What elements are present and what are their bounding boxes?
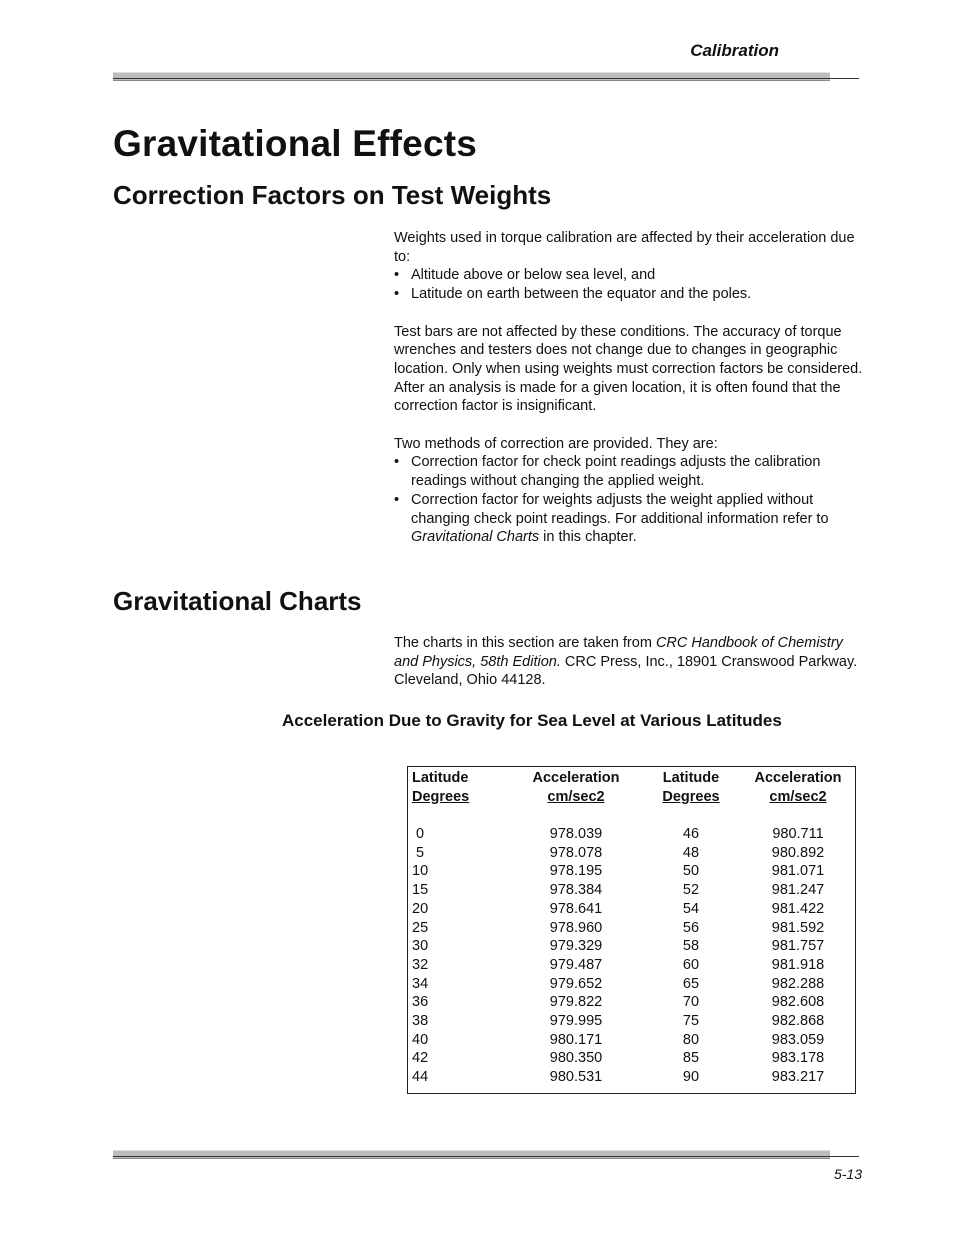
page-number: 5-13 (833, 1166, 862, 1182)
table-cell: 978.039 (549, 826, 603, 843)
table-cell: 981.247 (771, 882, 825, 899)
bullet-icon: • (394, 286, 400, 303)
table-cell: 38 (412, 1012, 429, 1029)
table-cell: 978.078 (549, 844, 603, 861)
list-item: • Latitude on earth between the equator and the poles. (394, 286, 752, 303)
table-cell: 34 (412, 975, 429, 992)
table-cell: 70 (682, 994, 700, 1011)
table-cell: 983.178 (771, 1050, 825, 1067)
test-bars-paragraph: Test bars are not affected by these conditions. The accuracy of torque wrenches and testers does not change due to changes in geographic location. Only when using weights must correction factors be considered. After an analysis is made for a given location, it is often found that the correction factor is insignificant. (394, 323, 863, 415)
table-cell: 85 (682, 1050, 700, 1067)
table-cell: 75 (682, 1012, 700, 1029)
column-header-unit: Degrees (662, 788, 720, 805)
column-header: Latitude (412, 770, 469, 786)
table-cell: 56 (682, 919, 700, 936)
table-cell: 5 (412, 844, 425, 861)
table-cell: 979.652 (549, 975, 603, 992)
cross-reference: Gravitational Charts (411, 529, 540, 546)
header-bar (113, 72, 830, 81)
page-title: Gravitational Effects (113, 123, 478, 164)
table-cell: 981.592 (771, 919, 825, 936)
source-paragraph: The charts in this section are taken from CRC Handbook of Chemistry and Physics, 58th Edition. CRC Press, Inc., 18901 Cranswood Parkway. Cleveland, Ohio 44128. (394, 635, 858, 689)
running-header-title: Calibration (690, 41, 779, 60)
col-right-latitude (651, 769, 731, 1087)
table-cell: 10 (412, 863, 429, 880)
table-cell: 983.059 (771, 1031, 825, 1048)
table-cell: 983.217 (771, 1069, 825, 1085)
table-cell: 32 (412, 956, 429, 973)
col-left-acceleration (520, 769, 632, 1087)
column-header-unit: cm/sec2 (547, 788, 605, 805)
gravity-table (407, 766, 856, 1094)
table-cell: 982.608 (771, 994, 825, 1011)
table-cell: 981.071 (771, 863, 825, 880)
table-cell: 978.960 (549, 919, 603, 936)
methods-list (394, 453, 872, 547)
col-right-acceleration (743, 769, 853, 1087)
table-cell: 0 (412, 826, 425, 843)
table-title: Acceleration Due to Gravity for Sea Level at Various Latitudes (282, 711, 782, 730)
factor-list (394, 266, 872, 303)
table-cell: 54 (682, 900, 700, 917)
table-cell: 40 (412, 1031, 429, 1048)
table-cell: 48 (682, 844, 700, 861)
table-cell: 58 (682, 938, 700, 955)
table-cell: 978.195 (549, 863, 603, 880)
table-cell: 30 (412, 938, 429, 955)
table-cell: 15 (412, 882, 429, 899)
table-cell: 981.757 (771, 938, 825, 955)
table-cell: 52 (682, 882, 700, 899)
table-cell: 979.487 (549, 956, 603, 973)
footer-bar (113, 1150, 830, 1159)
table-cell: 980.171 (549, 1031, 603, 1048)
table-cell: 980.711 (772, 826, 824, 843)
table-cell: 978.384 (549, 882, 603, 899)
column-header-unit: cm/sec2 (769, 788, 827, 805)
table-cell: 979.822 (549, 994, 603, 1011)
column-header: Acceleration (754, 770, 842, 786)
table-cell: 981.422 (771, 900, 825, 917)
table-cell: 20 (412, 900, 429, 917)
table-cell: 981.918 (771, 956, 825, 973)
header-rule (113, 78, 859, 79)
table-cell: 982.868 (771, 1012, 825, 1029)
table-cell: 980.892 (771, 844, 825, 861)
column-header-unit: Degrees (412, 788, 470, 805)
table-cell: 25 (412, 919, 429, 936)
table-cell: 44 (412, 1069, 429, 1085)
section-heading-correction: Correction Factors on Test Weights (113, 180, 552, 210)
bullet-icon: • (394, 267, 400, 284)
table-cell: 982.288 (771, 975, 825, 992)
table-cell: 978.641 (549, 900, 603, 917)
table-cell: 36 (412, 994, 429, 1011)
table-cell: 979.329 (549, 938, 603, 955)
methods-intro: Two methods of correction are provided. They are: (394, 435, 718, 452)
table-cell: 979.995 (549, 1012, 603, 1029)
bullet-icon: • (394, 454, 400, 471)
intro-paragraph: Weights used in torque calibration are affected by their acceleration due to: (394, 230, 855, 265)
column-header: Latitude (662, 770, 720, 786)
source-title: CRC Handbook of Chemistry and Physics, 58th Edition. (394, 635, 843, 670)
table-cell: 980.350 (549, 1050, 603, 1067)
table-cell: 60 (682, 956, 700, 973)
section1-body (394, 229, 872, 547)
table-cell: 46 (682, 826, 700, 843)
table-cell: 90 (682, 1069, 700, 1085)
section-heading-charts: Gravitational Charts (113, 586, 362, 616)
footer-rule (113, 1156, 859, 1157)
table-cell: 980.531 (549, 1069, 603, 1085)
col-left-latitude (412, 769, 502, 1087)
list-item: • Correction factor for weights adjusts the weight applied without changing check point readings. For additional information refer to Gravitational Charts in this chapter. (394, 491, 829, 546)
bullet-icon: • (394, 491, 400, 508)
table-cell: 42 (412, 1050, 429, 1067)
table-cell: 65 (682, 975, 700, 992)
table-cell: 80 (682, 1031, 700, 1048)
list-item: • Correction factor for check point readings adjusts the calibration readings without changing the applied weight. (394, 454, 821, 490)
list-item: • Altitude above or below sea level, and (394, 267, 656, 284)
table-cell: 50 (682, 863, 700, 880)
column-header: Acceleration (532, 770, 620, 786)
